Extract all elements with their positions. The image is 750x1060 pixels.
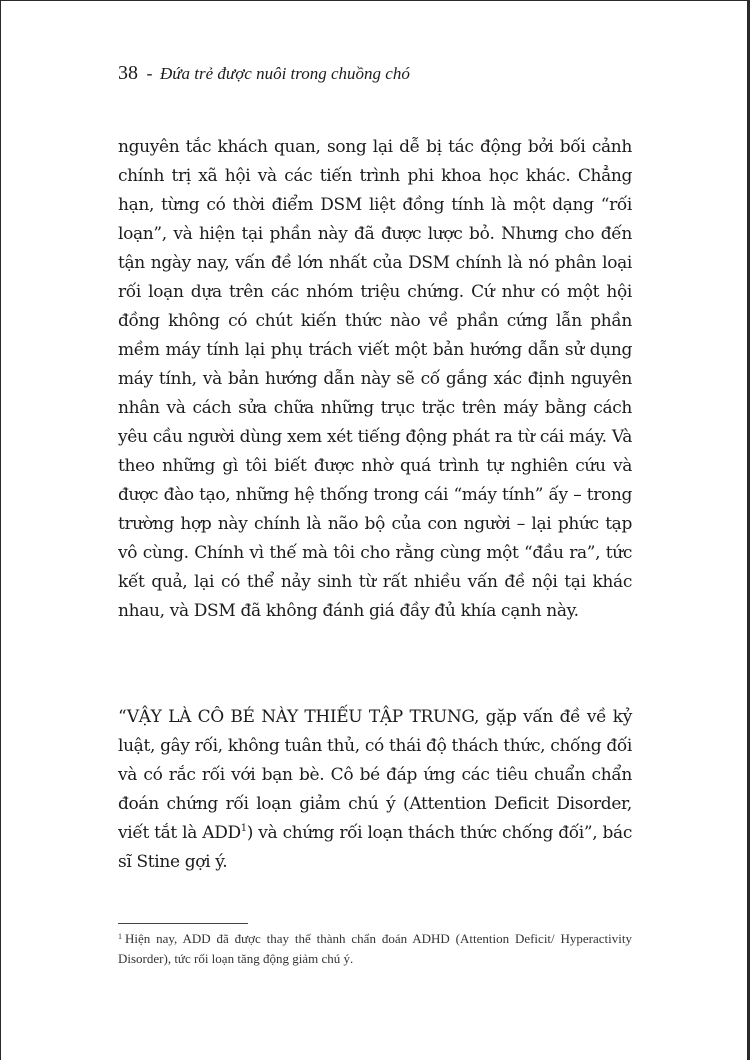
running-header bbox=[118, 62, 410, 85]
header-separator: - bbox=[146, 63, 153, 83]
footnote-marker: 1 bbox=[118, 932, 122, 941]
page-number: 38 bbox=[118, 62, 138, 84]
page-border-left bbox=[0, 0, 1, 1060]
paragraph-2-text-start: “VẬY LÀ CÔ BÉ NÀY THIẾU TẬP TRUNG, gặp vấn đề về kỷ luật, gây rối, không tuân thủ, có thái độ thách thức, chống đối và có rắc rối với bạn bè. Cô bé đáp ứng các tiêu chuẩn chẩn đoán chứng rối loạn giảm chú ý (Attention Deficit Disorder, viết tắt là ADD bbox=[118, 707, 632, 843]
paragraph-2-text-end: ) và chứng rối loạn thách thức chống đối”, bác sĩ Stine gợi ý. bbox=[118, 823, 633, 872]
body-paragraph-2 bbox=[118, 703, 632, 877]
body-paragraph-1: nguyên tắc khách quan, song lại dễ bị tác động bởi bối cảnh chính trị xã hội và các tiến trình phi khoa học khác. Chẳng hạn, từng có thời điểm DSM liệt đồng tính là một dạng “rối loạn”, và hiện tại phần này đã được lược bỏ. Nhưng cho đến tận ngày nay, vấn đề lớn nhất của DSM chính là nó phân loại rối loạn dựa trên các nhóm triệu chứng. Cứ như có một hội đồng không có chút kiến thức nào về phần cứng lẫn phần mềm máy tính lại phụ trách viết một bản hướng dẫn sử dụng máy tính, và bản hướng dẫn này sẽ cố gắng xác định nguyên nhân và cách sửa chữa những trục trặc trên máy bằng cách yêu cầu người dùng xem xét tiếng động phát ra từ cái máy. Và theo những gì tôi biết được nhờ quá trình tự nghiên cứu và được đào tạo, những hệ thống trong cái “máy tính” ấy – trong trường hợp này chính là não bộ của con người – lại phức tạp vô cùng. Chính vì thế mà tôi cho rằng cùng một “đầu ra”, tức kết quả, lại có thể nảy sinh từ rất nhiều vấn đề nội tại khác nhau, và DSM đã không đánh giá đầy đủ khía cạnh này. bbox=[118, 137, 632, 621]
footnote-divider bbox=[118, 923, 248, 924]
page-border-top bbox=[0, 0, 750, 1]
footnote-text: Hiện nay, ADD đã được thay thế thành chẩn đoán ADHD (Attention Deficit/ Hyperactivity Disorder), tức rối loạn tăng động giảm chú ý. bbox=[118, 931, 632, 966]
book-title: Đứa trẻ được nuôi trong chuồng chó bbox=[160, 64, 410, 83]
footnote bbox=[118, 929, 632, 969]
footnote-reference: 1 bbox=[240, 823, 247, 834]
